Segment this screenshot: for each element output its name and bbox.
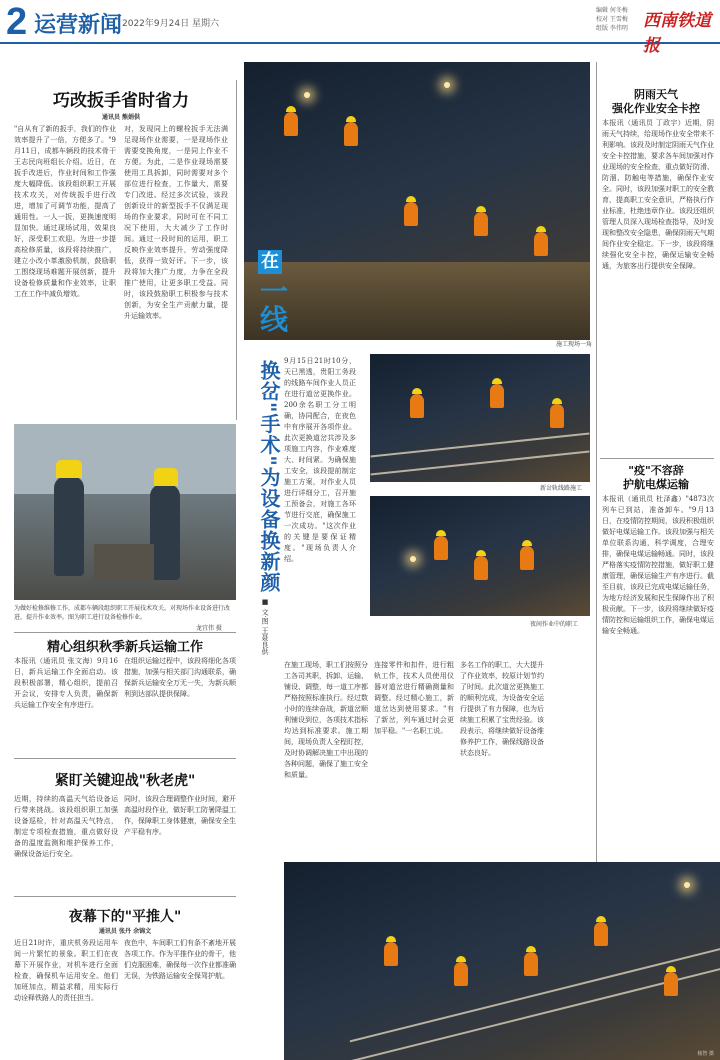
article-title: 巧改扳手省时省力: [53, 91, 189, 111]
masthead-logo: 西南铁道报: [643, 11, 711, 56]
feature-body: 9月15日21时10分，天已黑透，贵阳工务段的线路车间作业人员正在进行道岔更换作业。200余名职工分工明确，协同配合，在夜色中有序展开各项作业。此次更换道岔共涉及多项施工内容，作业难度大、时间紧。为确保施工安全，该段提前制定施工方案，对作业人员进行详细分工，召开施工预备会，对施工各环节进行交底，确保施工一次成功。"这次作业的关键是要保证精度。"现场负责人介绍。: [284, 357, 356, 563]
side-article-subtitle: 强化作业安全卡控: [612, 102, 700, 115]
article-body: 近期，持续的高温天气给设备运行带来挑战。该段组织职工加强设备巡检，针对高温天气特点，制定专项检查措施，重点做好设备的温度监测和维护保养工作，确保设备运行安全。: [14, 795, 118, 858]
article-body: 近日21时许，重庆机务段运用车间一片繁忙的景象。职工们在夜幕下开展作业，对机车进行全面检查，确保机车运用安全。他们加班加点，精益求精，用实际行动诠释铁路人的责任担当。: [14, 939, 118, 1002]
photo-credit: 龙宜伟 摄: [196, 625, 222, 632]
feature-body: 连接零件和扣件，进行粗轨工作，技术人员使用仪器对道岔进行精确测量和调整。经过精心施工，新道岔达到使用要求。"有了新岔，列车通过时会更加平稳。"一名职工说。: [374, 661, 454, 735]
feature-body: 多名工作的职工，大大提升了作业效率，较原计划节约了时间。此次道岔更换施工的顺利完成，为设备安全运行提供了有力保障，也为后续施工积累了宝贵经验。该段表示，将继续做好设备维修养护工作，确保线路设备状态良好。: [460, 661, 544, 757]
photo-credit: 杨智 摄: [697, 1051, 714, 1057]
article-title: 精心组织秋季新兵运输工作: [46, 640, 203, 655]
page-number: 2: [6, 1, 28, 43]
track-laying-photo: [370, 354, 590, 482]
feature-byline: ■ 文·图 王聂良供: [261, 598, 269, 655]
feature-tag-badge: 在: [258, 250, 282, 274]
article-body: "自从有了新的扳手，我们的作业效率提升了一倍，方便多了。"9月11日，成都车辆段的技术骨干王志民向班组长介绍。近日，在扳手改进后，作业时间和工作强度大幅降低。该段组织职工开展技术攻关，对传统扳手进行改进，增加了可调节功能，提高了通用性。一人一扳，更换速度明显加快。通过现场试用，效果良好，深受职工欢迎。为进一步提高检修质量，该段将持续推广，建立小改小革激励机制，鼓励职工围绕现场难题开展创新，提升设备检修质量和作业效率，让职工在工作中减负增效。: [14, 125, 116, 298]
section-name: 运营新闻: [34, 13, 123, 38]
feature-title: 换岔"手术"为设备换新颜: [257, 360, 281, 593]
article-title: 夜幕下的"平推人": [68, 909, 182, 925]
article-body: 在组织运输过程中，该段将细化各项措施，加强与相关部门沟通联系，确保新兵运输安全万无一失，为新兵顺利到达部队提供保障。: [124, 657, 236, 698]
photo-caption: 施工现场一角: [556, 341, 593, 348]
feature-tag-text: 一线: [260, 275, 289, 336]
article-byline: 通讯员 熊娟供: [101, 114, 141, 121]
worker-night-photo: [370, 496, 590, 616]
article-body: 夜色中，车间职工们有条不紊地开展各项工作。作为平推作业的骨干，他们克服困难，确保每一次作业都准确无误，为铁路运输安全保驾护航。: [124, 939, 236, 980]
workers-photo: [14, 424, 236, 600]
publication-date: 2022年9月24日 星期六: [122, 19, 219, 29]
article-body: 本报讯（通讯员 张文海）9月16日，新兵运输工作全面启动。该段积极部署，精心组织，提前召开会议，安排专人负责，确保新兵运输工作安全有序进行。: [14, 657, 118, 709]
side-article-title: "疫"不容辞: [628, 464, 684, 477]
editors-list: 编辑 何冬梅 校对 王雪梅 组版 李伟明: [596, 7, 628, 32]
night-construction-photo: [244, 62, 590, 340]
photo-caption: 新岔轨线路施工: [540, 485, 583, 492]
side-article-body: 本报讯（通讯员 杜泽鑫）"4873次列车已到站，准备卸车。"9月13日，在疫情防控期间，该段积极组织做好电煤运输工作。该段加强与相关单位联系沟通，科学调度，合理安排，确保电煤运输畅通。同时，该段严格落实疫情防控措施，做好职工健康管理，确保运输生产有序进行。截至目前，该段已完成电煤运输任务，为地方经济发展和民生保障作出了积极贡献。下一步，该段将继续做好疫情防控和运输组织工作，确保电煤运输安全畅通。: [602, 495, 714, 635]
article-title: 紧盯关键迎战"秋老虎": [54, 773, 196, 789]
feature-body: 在施工现场，职工们按照分工各司其职，拆卸、运输、铺设、调整，每一道工序都严格按照标准执行。经过数小时的连续奋战，新道岔顺利铺设到位，各项技术指标均达到标准要求。施工期间，现场负责人全程盯控，及时协调解决施工中出现的各种问题，确保了施工安全和质量。: [284, 661, 368, 779]
side-article-title: 阴雨天气: [634, 88, 678, 101]
photo-caption: 夜间作业中的职工: [530, 621, 579, 628]
article-body: 同时，该段合理调整作业时间，避开高温时段作业，做好职工防暑降温工作，保障职工身体健康，确保安全生产平稳有序。: [124, 795, 236, 836]
side-article-body: 本报讯（通讯员 丁政宇）近期，阴雨天气持续，给现场作业安全带来不利影响。该段及时制定阴雨天气作业安全卡控措施，要求各车间加强对作业现场的安全检查，重点做好防滑、防溜、防触电等措施，确保作业安全。同时，该段加强对职工的安全教育，提高职工安全意识，严格执行作业标准，杜绝违章作业。该段还组织管理人员深入现场检查指导，及时发现和整改安全隐患，确保阴雨天气期间作业安全稳定。下一步，该段将继续强化安全卡控，确保运输安全畅通，为旅客出行提供安全保障。: [602, 119, 714, 270]
page-header: [0, 0, 720, 56]
side-article-subtitle: 护航电煤运输: [623, 478, 689, 491]
feature-tag: [258, 250, 289, 336]
night-track-work-photo: [284, 862, 720, 1060]
article-byline: 通讯员 张丹 余锦文: [98, 928, 152, 935]
photo-caption: 为做好检修维修工作，成都车辆段组织职工开展技术攻关，对现场作业设备进行改进，提升作业效率。图为职工进行设备检修作业。: [14, 605, 231, 621]
article-body: 对，发现同上的螺栓扳手无法满足现场作业需要，一是现场作业需要变换角度，一是同上作业不方便。为此，二是作业现场需要使用工具拆卸，同时需要对多个部位进行检查，工作量大，需要专门改进。经过多次试验，该段创新设计的新型扳手不仅满足现场的作业要求，同时可在不同工况下使用，大大减少了工作时间。通过一段时间的运用，职工反映作业效率提升，劳动强度降低，获得一致好评。下一步，该段将加大推广力度，力争在全段推广使用，让更多职工受益。同时，该段鼓励职工积极参与技术创新，为安全生产贡献力量，提升运输效率。: [124, 125, 228, 320]
